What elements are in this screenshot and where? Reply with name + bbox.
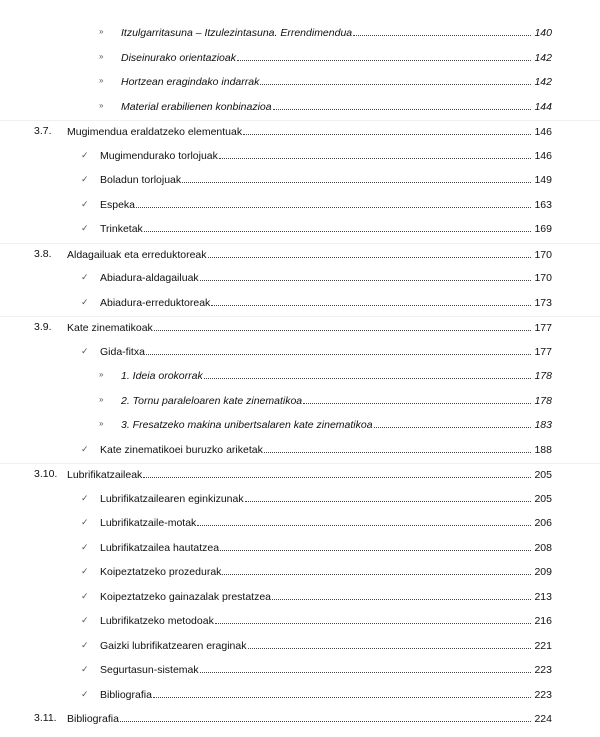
page-number[interactable]: 178: [534, 394, 552, 407]
toc-entry-title[interactable]: Diseinurako orientazioak: [121, 51, 236, 64]
toc-subsection-entry[interactable]: [0, 488, 600, 513]
checkmark-icon: ✓: [81, 443, 89, 454]
page-number[interactable]: 221: [534, 639, 552, 652]
page-number[interactable]: 142: [534, 76, 552, 88]
dot-leader: [211, 292, 531, 306]
dot-leader: [222, 561, 531, 575]
toc-entry-line: [121, 390, 552, 411]
page-number[interactable]: 216: [534, 615, 552, 627]
dot-leader: [200, 659, 532, 673]
toc-entry-line: [67, 708, 552, 729]
checkmark-icon: ✓: [81, 541, 89, 552]
page-number[interactable]: 223: [534, 688, 552, 701]
dot-leader: [273, 96, 532, 110]
page-number[interactable]: 223: [534, 664, 552, 676]
toc-entry-title[interactable]: Kate zinematikoak: [67, 322, 153, 334]
dot-leader: [197, 512, 531, 526]
checkmark-icon: ✓: [81, 223, 89, 233]
toc-subsubsection-entry[interactable]: [0, 365, 600, 390]
toc-entry-title[interactable]: Mugimendurako torlojuak: [100, 149, 218, 162]
page-number[interactable]: 169: [534, 223, 552, 235]
page-number[interactable]: 224: [534, 713, 552, 725]
toc-entry-line: [121, 47, 552, 68]
dot-leader: [272, 586, 531, 600]
dot-leader: [153, 684, 532, 698]
toc-entry-line: [100, 145, 552, 166]
page-number[interactable]: 146: [534, 126, 552, 138]
double-chevron-icon: »: [99, 370, 104, 379]
toc-entry-title[interactable]: Gida-fitxa: [100, 345, 145, 358]
checkmark-icon: ✓: [81, 272, 89, 282]
toc-entry-line: [121, 96, 552, 117]
toc-entry-title[interactable]: Bibliografia: [67, 713, 119, 725]
dot-leader: [200, 267, 532, 281]
dot-leader: [120, 708, 532, 722]
dot-leader: [353, 22, 531, 36]
page-number[interactable]: 177: [534, 345, 552, 358]
section-number: 3.11.: [34, 712, 57, 724]
toc-entry-line: [67, 464, 552, 485]
toc-entry-line: [121, 71, 552, 92]
toc-subsection-entry[interactable]: [0, 561, 600, 586]
dot-leader: [248, 635, 532, 649]
toc-entry-line: [100, 659, 552, 680]
page-number[interactable]: 183: [534, 419, 552, 431]
toc-entry-line: [100, 194, 552, 215]
table-of-contents: [0, 22, 600, 727]
toc-subsection-entry[interactable]: [0, 194, 600, 219]
toc-entry-line: [121, 22, 552, 43]
toc-subsection-entry[interactable]: [0, 684, 600, 709]
dot-leader: [182, 169, 531, 183]
checkmark-icon: ✓: [81, 174, 89, 184]
toc-entry-title[interactable]: Aldagailuak eta erreduktoreak: [67, 248, 207, 261]
dot-leader: [204, 365, 532, 379]
dot-leader: [245, 488, 532, 502]
toc-entry-title[interactable]: 1. Ideia orokorrak: [121, 370, 203, 382]
toc-subsubsection-entry[interactable]: [0, 47, 600, 72]
double-chevron-icon: »: [99, 419, 104, 428]
checkmark-icon: ✓: [81, 615, 89, 625]
dot-leader: [143, 464, 531, 478]
checkmark-icon: ✓: [81, 492, 89, 503]
toc-entry-title[interactable]: Lubrifikatzaile-motak: [100, 517, 197, 529]
page-number[interactable]: 209: [534, 566, 552, 578]
toc-entry-line: [67, 317, 552, 338]
checkmark-icon: ✓: [81, 296, 89, 307]
checkmark-icon: ✓: [81, 198, 89, 209]
toc-subsection-entry[interactable]: [0, 292, 600, 317]
toc-entry-title[interactable]: 3. Fresatzeko makina unibertsalaren kate zinematikoa: [121, 419, 373, 431]
toc-entry-line: [121, 414, 552, 435]
dot-leader: [220, 537, 531, 551]
dot-leader: [144, 218, 532, 232]
page-number[interactable]: 208: [534, 541, 552, 554]
toc-subsection-entry[interactable]: [0, 267, 600, 292]
section-number: 3.9.: [34, 321, 52, 333]
toc-subsection-entry[interactable]: [0, 610, 600, 635]
checkmark-icon: ✓: [81, 517, 89, 527]
page-number[interactable]: 205: [534, 469, 552, 481]
toc-entry-line: [100, 341, 552, 362]
dot-leader: [374, 414, 532, 428]
toc-entry-line: [100, 586, 552, 607]
toc-subsection-entry[interactable]: [0, 537, 600, 562]
page-number[interactable]: 177: [534, 322, 552, 334]
toc-subsubsection-entry[interactable]: [0, 414, 600, 439]
page-number[interactable]: 188: [534, 443, 552, 456]
toc-entry-line: [100, 537, 552, 558]
toc-entry-title[interactable]: Lubrifikatzeko metodoak: [100, 615, 214, 627]
dot-leader: [303, 390, 531, 404]
toc-entry-line: [100, 488, 552, 509]
section-number: 3.8.: [34, 247, 52, 260]
toc-subsubsection-entry[interactable]: [0, 71, 600, 96]
section-number: 3.7.: [34, 125, 52, 137]
toc-entry-title[interactable]: Bibliografia: [100, 688, 152, 701]
toc-entry-title[interactable]: Segurtasun-sistemak: [100, 664, 199, 676]
toc-entry-line: [100, 561, 552, 582]
page-number[interactable]: 144: [534, 100, 552, 113]
toc-entry-title[interactable]: Gaizki lubrifikatzearen eraginak: [100, 639, 247, 652]
toc-entry-line: [100, 439, 552, 460]
toc-section-entry[interactable]: [0, 708, 600, 727]
toc-section-entry[interactable]: [0, 463, 600, 488]
page-number[interactable]: 140: [534, 27, 552, 39]
checkmark-icon: ✓: [81, 566, 89, 576]
double-chevron-icon: »: [99, 394, 104, 404]
page-number[interactable]: 170: [534, 248, 552, 261]
toc-subsubsection-entry[interactable]: [0, 96, 600, 121]
toc-entry-line: [67, 244, 552, 265]
toc-entry-title[interactable]: Trinketak: [100, 223, 143, 235]
toc-section-entry[interactable]: [0, 316, 600, 341]
page-number[interactable]: 173: [534, 296, 552, 309]
toc-entry-title[interactable]: Abiadura-erreduktoreak: [100, 296, 211, 309]
toc-entry-title[interactable]: 2. Tornu paraleloaren kate zinematikoa: [121, 394, 303, 407]
toc-section-entry[interactable]: [0, 120, 600, 145]
double-chevron-icon: »: [99, 100, 104, 110]
toc-entry-title[interactable]: Hortzean eragindako indarrak: [121, 76, 260, 88]
page-number[interactable]: 142: [534, 51, 552, 64]
dot-leader: [215, 610, 532, 624]
double-chevron-icon: »: [99, 76, 104, 85]
section-number: 3.10.: [34, 468, 58, 480]
toc-entry-line: [121, 365, 552, 386]
toc-subsection-entry[interactable]: [0, 169, 600, 194]
toc-entry-title[interactable]: Material erabilienen konbinazioa: [121, 100, 272, 113]
toc-entry-title[interactable]: Boladun torlojuak: [100, 174, 182, 186]
toc-entry-title[interactable]: Itzulgarritasuna – Itzulezintasuna. Errendimendua: [121, 27, 353, 39]
page-number[interactable]: 170: [534, 272, 552, 284]
toc-entry-title[interactable]: Lubrifikatzaileak: [67, 469, 143, 481]
checkmark-icon: ✓: [81, 688, 89, 699]
toc-entry-title[interactable]: Kate zinematikoei buruzko ariketak: [100, 443, 263, 456]
page-number[interactable]: 149: [534, 174, 552, 186]
page-number[interactable]: 146: [534, 149, 552, 162]
toc-entry-title[interactable]: Koipeztatzeko prozedurak: [100, 566, 222, 578]
page-number[interactable]: 205: [534, 492, 552, 505]
checkmark-icon: ✓: [81, 149, 89, 160]
toc-entry-line: [100, 635, 552, 656]
toc-entry-line: [67, 121, 552, 142]
toc-entry-title[interactable]: Abiadura-aldagailuak: [100, 272, 199, 284]
toc-entry-title[interactable]: Lubrifikatzailea hautatzea: [100, 541, 220, 554]
page-number[interactable]: 206: [534, 517, 552, 529]
toc-entry-title[interactable]: Espeka: [100, 198, 136, 211]
dot-leader: [136, 194, 531, 208]
toc-entry-line: [100, 512, 552, 533]
page-number[interactable]: 163: [534, 198, 552, 211]
toc-entry-line: [100, 292, 552, 313]
dot-leader: [154, 317, 532, 331]
toc-subsubsection-entry[interactable]: [0, 390, 600, 415]
toc-entry-line: [100, 218, 552, 239]
toc-subsection-entry[interactable]: [0, 439, 600, 464]
double-chevron-icon: »: [99, 27, 104, 36]
page-number[interactable]: 213: [534, 590, 552, 603]
dot-leader: [237, 47, 531, 61]
toc-entry-title[interactable]: Lubrifikatzailearen eginkizunak: [100, 492, 244, 505]
toc-subsection-entry[interactable]: [0, 512, 600, 537]
checkmark-icon: ✓: [81, 345, 89, 356]
toc-section-entry[interactable]: [0, 243, 600, 268]
dot-leader: [208, 244, 532, 258]
toc-entry-line: [100, 267, 552, 288]
toc-subsection-entry[interactable]: [0, 341, 600, 366]
toc-entry-title[interactable]: Koipeztatzeko gainazalak prestatzea: [100, 590, 272, 603]
toc-subsection-entry[interactable]: [0, 586, 600, 611]
double-chevron-icon: »: [99, 51, 104, 61]
toc-entry-line: [100, 610, 552, 631]
dot-leader: [219, 145, 532, 159]
toc-subsection-entry[interactable]: [0, 635, 600, 660]
checkmark-icon: ✓: [81, 590, 89, 601]
dot-leader: [264, 439, 532, 453]
dot-leader: [243, 121, 531, 135]
toc-subsection-entry[interactable]: [0, 659, 600, 684]
toc-entry-line: [100, 169, 552, 190]
toc-subsection-entry[interactable]: [0, 145, 600, 170]
toc-subsection-entry[interactable]: [0, 218, 600, 243]
checkmark-icon: ✓: [81, 639, 89, 650]
dot-leader: [260, 71, 531, 85]
page-number[interactable]: 178: [534, 370, 552, 382]
toc-entry-title[interactable]: Mugimendua eraldatzeko elementuak: [67, 126, 243, 138]
dot-leader: [146, 341, 532, 355]
toc-entry-line: [100, 684, 552, 705]
checkmark-icon: ✓: [81, 664, 89, 674]
toc-subsubsection-entry[interactable]: [0, 22, 600, 47]
